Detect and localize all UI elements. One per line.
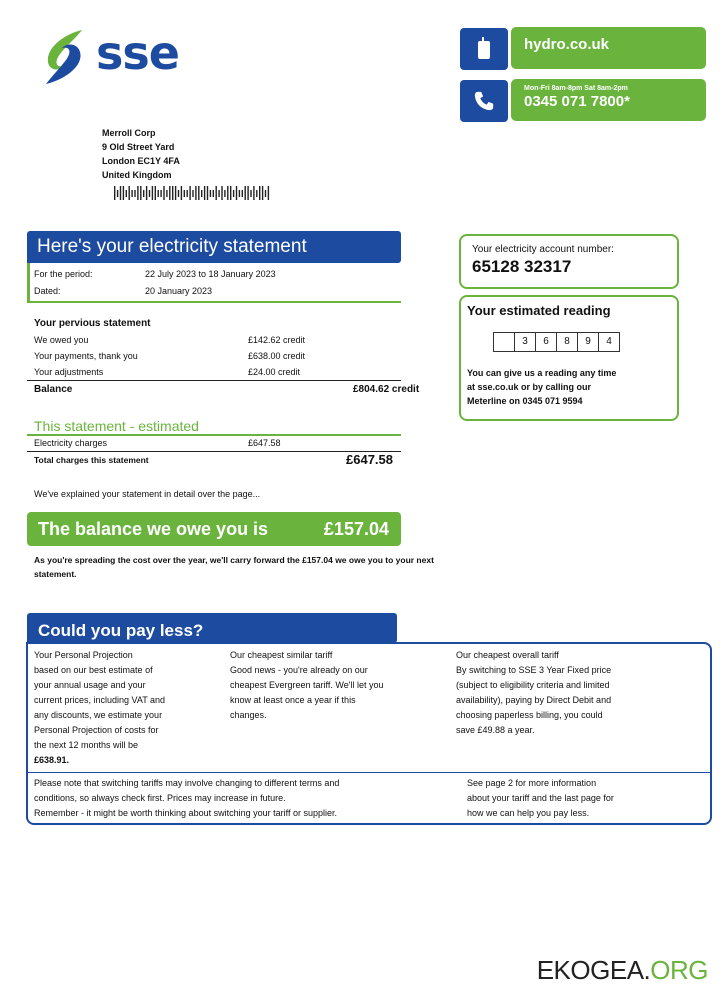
phone-contact[interactable] — [511, 79, 706, 121]
barcode-bar — [221, 186, 222, 200]
period-value: 22 July 2023 to 18 January 2023 — [145, 269, 276, 279]
barcode-bar — [236, 186, 237, 200]
barcode-bar — [227, 186, 228, 200]
watermark — [537, 955, 708, 986]
meter-digit: 4 — [599, 332, 620, 352]
overall-tariff-column — [456, 648, 706, 738]
reading-instructions — [467, 366, 671, 408]
account-number-label: Your electricity account number: — [472, 244, 614, 255]
projection-line: the next 12 months will be — [34, 740, 139, 750]
barcode-bar — [143, 190, 144, 197]
charges-value: £647.58 — [248, 438, 281, 448]
barcode-bar — [117, 190, 118, 197]
account-number-box — [459, 234, 679, 289]
barcode-bar — [158, 190, 159, 197]
barcode-bar — [253, 186, 254, 200]
address-line: Merroll Corp — [102, 128, 156, 138]
sse-logo-mark — [34, 26, 94, 88]
barcode-bar — [262, 186, 263, 200]
meter-digit: 3 — [515, 332, 536, 352]
barcode-bar — [140, 186, 141, 200]
barcode-bar — [224, 190, 225, 197]
postal-barcode — [114, 186, 274, 200]
barcode-bar — [259, 186, 260, 200]
similar-tariff-line: know at least once a year if this — [230, 695, 356, 705]
account-number: 65128 32317 — [472, 257, 572, 276]
reading-text-line: Meterline on 0345 071 9594 — [467, 396, 583, 406]
switching-note-line: Remember - it might be worth thinking about switching your tariff or supplier. — [34, 808, 337, 818]
barcode-bar — [146, 186, 147, 200]
overall-tariff-line: (subject to eligibility criteria and limited — [456, 680, 610, 690]
barcode-bar — [207, 186, 208, 200]
barcode-bar — [192, 190, 193, 197]
barcode-bar — [187, 190, 188, 197]
barcode-bar — [123, 186, 124, 200]
overall-tariff-line: By switching to SSE 3 Year Fixed price — [456, 665, 612, 675]
row-value: £638.00 credit — [248, 351, 306, 361]
balance-note-line: statement. — [34, 569, 77, 579]
similar-tariff-line: Good news - you're already on our — [230, 665, 368, 675]
overall-tariff-line: save £49.88 a year. — [456, 725, 535, 735]
this-statement-title: This statement - estimated — [34, 418, 199, 434]
balance-note-line: As you're spreading the cost over the year, we'll carry forward the £157.04 we owe you to your next — [34, 555, 434, 565]
barcode-bar — [265, 190, 266, 197]
phone-number: 0345 071 7800* — [524, 93, 630, 110]
explained-note: We've explained your statement in detail over the page... — [34, 489, 261, 499]
pay-less-divider — [26, 772, 712, 773]
projection-amount: £638.91. — [34, 755, 70, 765]
balance-owed-label: The balance we owe you is — [38, 519, 269, 539]
dated-value: 20 January 2023 — [145, 286, 213, 296]
barcode-bar — [250, 190, 251, 197]
barcode-bar — [160, 190, 161, 197]
divider — [27, 380, 401, 381]
sse-logo-text: sse — [96, 26, 179, 80]
total-label: Total charges this statement — [34, 455, 149, 465]
barcode-bar — [233, 190, 234, 197]
barcode-bar — [189, 186, 190, 200]
pay-less-title: Could you pay less? — [27, 613, 397, 643]
barcode-bar — [131, 190, 132, 197]
meter-digit — [493, 332, 515, 352]
personal-projection-column — [34, 648, 219, 768]
dated-label: Dated: — [34, 286, 61, 296]
overall-tariff-line: availability), paying by Direct Debit and — [456, 695, 612, 705]
mobile-phone-icon — [460, 28, 508, 70]
projection-line: Personal Projection of costs for — [34, 725, 159, 735]
projection-line: based on our best estimate of — [34, 665, 153, 675]
row-value: £142.62 credit — [248, 335, 306, 345]
overall-tariff-line: Our cheapest overall tariff — [456, 650, 559, 660]
charges-label: Electricity charges — [34, 438, 108, 448]
balance-note — [34, 553, 554, 581]
address-line: United Kingdom — [102, 170, 172, 180]
statement-accent — [27, 263, 30, 303]
barcode-bar — [129, 186, 130, 200]
barcode-bar — [163, 186, 164, 200]
more-info-line: See page 2 for more information — [467, 778, 597, 788]
divider — [27, 451, 401, 452]
telephone-icon — [460, 80, 508, 122]
barcode-bar — [175, 186, 176, 200]
meter-digit: 9 — [578, 332, 599, 352]
row-value: £24.00 credit — [248, 367, 301, 377]
similar-tariff-line: cheapest Evergreen tariff. We'll let you — [230, 680, 384, 690]
barcode-bar — [166, 190, 167, 197]
divider — [27, 434, 401, 436]
divider — [27, 301, 401, 303]
meter-reading-digits — [493, 332, 671, 352]
row-label: Your adjustments — [34, 367, 104, 377]
barcode-bar — [256, 190, 257, 197]
barcode-bar — [137, 186, 138, 200]
barcode-bar — [126, 190, 127, 197]
barcode-bar — [178, 190, 179, 197]
watermark-part: EKOGEA. — [536, 955, 651, 985]
barcode-bar — [201, 190, 202, 197]
barcode-bar — [268, 186, 269, 200]
barcode-bar — [245, 186, 246, 200]
website-link[interactable]: hydro.co.uk — [511, 27, 706, 69]
watermark-part: ORG — [650, 955, 708, 985]
phone-hours: Mon-Fri 8am-8pm Sat 8am-2pm — [524, 85, 628, 92]
switching-note-line: Please note that switching tariffs may involve changing to different terms and — [34, 778, 340, 788]
meter-digit: 6 — [536, 332, 557, 352]
barcode-bar — [172, 186, 173, 200]
meter-digit: 8 — [557, 332, 578, 352]
overall-tariff-line: choosing paperless billing, you could — [456, 710, 603, 720]
similar-tariff-column — [230, 648, 440, 723]
barcode-bar — [210, 190, 211, 197]
barcode-bar — [198, 186, 199, 200]
barcode-bar — [155, 186, 156, 200]
barcode-bar — [152, 186, 153, 200]
projection-line: current prices, including VAT and — [34, 695, 166, 705]
reading-text-line: You can give us a reading any time — [467, 368, 617, 378]
reading-title: Your estimated reading — [467, 303, 611, 318]
projection-line: your annual usage and your — [34, 680, 146, 690]
more-info-line: how we can help you pay less. — [467, 808, 590, 818]
balance-value: £804.62 credit — [353, 384, 420, 395]
similar-tariff-line: changes. — [230, 710, 267, 720]
barcode-bar — [120, 186, 121, 200]
total-value: £647.58 — [346, 452, 393, 467]
switching-note-line: conditions, so always check first. Prices may increase in future. — [34, 793, 286, 803]
switching-note — [34, 776, 444, 821]
balance-owed-value: £157.04 — [323, 519, 389, 539]
address-line: London EC1Y 4FA — [102, 156, 180, 166]
barcode-bar — [134, 190, 135, 197]
previous-statement-title: Your pervious statement — [34, 318, 151, 329]
address-line: 9 Old Street Yard — [102, 142, 175, 152]
barcode-bar — [239, 190, 240, 197]
barcode-bar — [204, 186, 205, 200]
barcode-bar — [184, 190, 185, 197]
projection-line: any discounts, we estimate your — [34, 710, 163, 720]
barcode-bar — [242, 190, 243, 197]
customer-address — [102, 126, 180, 182]
barcode-bar — [181, 186, 182, 200]
projection-line: Your Personal Projection — [34, 650, 133, 660]
barcode-bar — [230, 186, 231, 200]
barcode-bar — [216, 186, 217, 200]
barcode-bar — [247, 186, 248, 200]
more-info-line: about your tariff and the last page for — [467, 793, 614, 803]
barcode-bar — [169, 186, 170, 200]
barcode-bar — [218, 190, 219, 197]
barcode-bar — [213, 190, 214, 197]
reading-text-line: at sse.co.uk or by calling our — [467, 382, 592, 392]
barcode-bar — [149, 190, 150, 197]
similar-tariff-line: Our cheapest similar tariff — [230, 650, 333, 660]
statement-title: Here's your electricity statement — [27, 231, 401, 263]
row-label: Your payments, thank you — [34, 351, 138, 361]
balance-owed-banner — [27, 512, 401, 546]
barcode-bar — [114, 186, 115, 200]
barcode-bar — [195, 186, 196, 200]
row-label: We owed you — [34, 335, 89, 345]
balance-label: Balance — [34, 384, 73, 395]
estimated-reading-box — [459, 295, 679, 421]
more-info-note — [467, 776, 697, 821]
period-label: For the period: — [34, 269, 93, 279]
